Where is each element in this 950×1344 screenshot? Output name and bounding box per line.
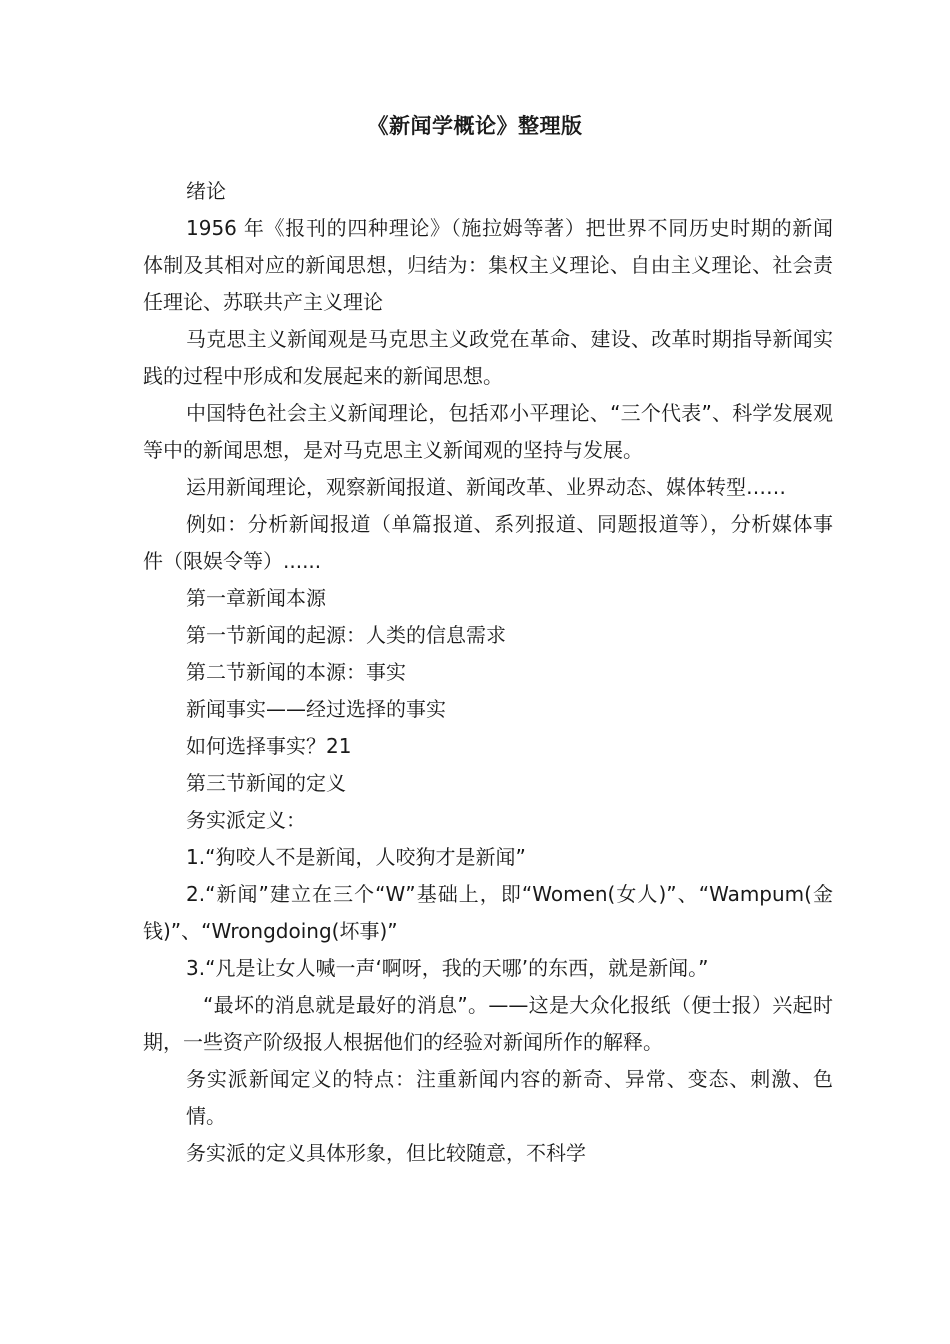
paragraph-apply-theory: 运用新闻理论，观察新闻报道、新闻改革、业界动态、媒体转型…… xyxy=(186,475,786,499)
section-heading-3: 第三节新闻的定义 xyxy=(186,771,346,795)
document-title: 《新闻学概论》整理版 xyxy=(367,114,583,138)
paragraph-news-fact: 新闻事实——经过选择的事实 xyxy=(186,697,446,721)
list-item-3: 3.“凡是让女人喊一声‘啊呀，我的天哪’的东西，就是新闻。” xyxy=(186,956,709,980)
document-body xyxy=(143,173,833,1172)
section-heading-2: 第二节新闻的本源：事实 xyxy=(186,660,406,684)
list-item-2: 2.“新闻”建立在三个“W”基础上，即“Women(女人)”、“Wampum(金钱)”、“Wrongdoing(坏事)” xyxy=(143,882,833,943)
paragraph-four-theories: 1956 年《报刊的四种理论》（施拉姆等著）把世界不同历史时期的新闻体制及其相对应的新闻思想，归结为：集权主义理论、自由主义理论、社会责任理论、苏联共产主义理论 xyxy=(143,216,833,314)
paragraph-marxist-view: 马克思主义新闻观是马克思主义政党在革命、建设、改革时期指导新闻实践的过程中形成和发展起来的新闻思想。 xyxy=(143,327,833,388)
paragraph-worst-news: “最坏的消息就是最好的消息”。——这是大众化报纸（便士报）兴起时期，一些资产阶级报人根据他们的经验对新闻所作的解释。 xyxy=(143,993,833,1054)
paragraph-intro-heading: 绪论 xyxy=(186,179,226,203)
chapter-heading: 第一章新闻本源 xyxy=(186,586,326,610)
paragraph-pragmatic-summary: 务实派的定义具体形象，但比较随意，不科学 xyxy=(186,1141,586,1165)
list-item-1: 1.“狗咬人不是新闻，人咬狗才是新闻” xyxy=(186,845,526,869)
section-heading-1: 第一节新闻的起源：人类的信息需求 xyxy=(186,623,506,647)
paragraph-choose-fact: 如何选择事实？21 xyxy=(186,734,352,758)
paragraph-chinese-theory: 中国特色社会主义新闻理论，包括邓小平理论、“三个代表”、科学发展观等中的新闻思想，是对马克思主义新闻观的坚持与发展。 xyxy=(143,401,833,462)
paragraph-pragmatic-features: 务实派新闻定义的特点：注重新闻内容的新奇、异常、变态、刺激、色情。 xyxy=(186,1067,833,1128)
paragraph-example: 例如：分析新闻报道（单篇报道、系列报道、同题报道等），分析媒体事件（限娱令等）...... xyxy=(143,512,833,573)
paragraph-pragmatic-definition: 务实派定义： xyxy=(186,808,306,832)
